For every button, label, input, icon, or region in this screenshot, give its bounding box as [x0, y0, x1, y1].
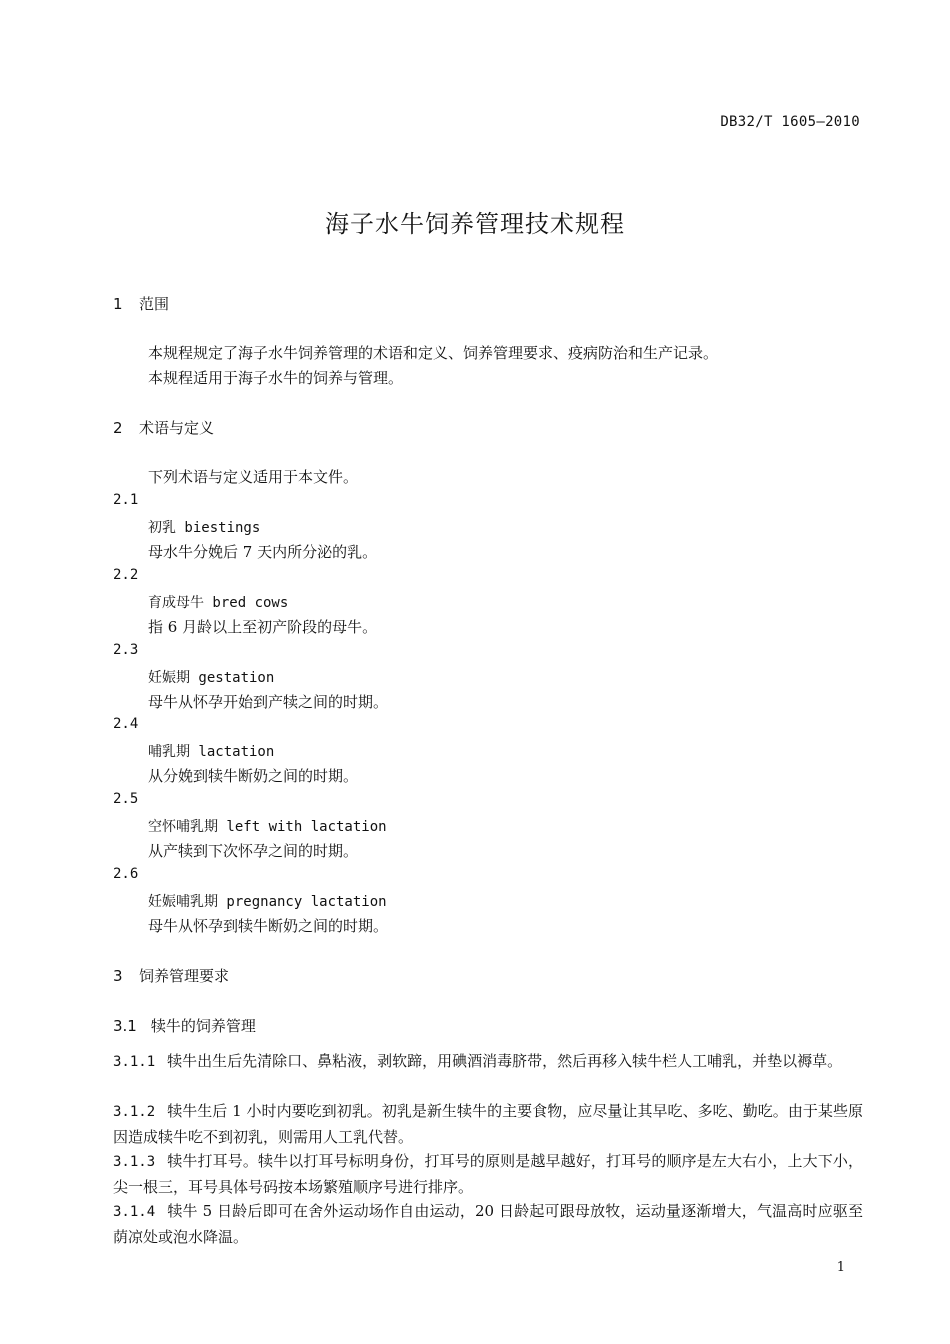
term-number: 2.3	[113, 642, 139, 658]
term-name: 妊娠期 gestation	[148, 670, 275, 686]
term-name: 育成母牛 bred cows	[148, 595, 289, 611]
subsection-title: 犊牛的饲养管理	[150, 1017, 256, 1035]
term-definition: 母牛从怀孕到犊牛断奶之间的时期。	[148, 917, 389, 935]
term-definition: 母水牛分娩后 7 天内所分泌的乳。	[148, 543, 378, 561]
section-number: 2	[113, 419, 123, 437]
terms-intro: 下列术语与定义适用于本文件。	[148, 468, 359, 486]
clause-text: 犊牛打耳号。犊牛以打耳号标明身份，打耳号的原则是越早越好，打耳号的顺序是左大右小，上大下小，尖一根三，耳号具体号码按本场繁殖顺序号进行排序。	[113, 1152, 863, 1196]
section-2-heading	[113, 417, 214, 438]
standard-number: DB32/T 1605—2010	[720, 114, 860, 130]
term-name: 初乳 biestings	[148, 520, 261, 536]
scope-paragraph-1: 本规程规定了海子水牛饲养管理的术语和定义、饲养管理要求、疫病防治和生产记录。	[148, 344, 719, 362]
page-number: 1	[836, 1260, 845, 1275]
term-definition: 母牛从怀孕开始到产犊之间的时期。	[148, 693, 389, 711]
subsection-number: 3.1	[113, 1017, 137, 1035]
section-title: 范围	[139, 295, 170, 313]
clause-text: 犊牛出生后先清除口、鼻粘液，剥软蹄，用碘酒消毒脐带，然后再移入犊牛栏人工哺乳，并垫以褥草。	[167, 1052, 843, 1070]
term-definition: 从产犊到下次怀孕之间的时期。	[148, 842, 359, 860]
section-title: 饲养管理要求	[139, 967, 230, 985]
clause-3-1-1	[113, 1049, 863, 1075]
clause-text: 犊牛 5 日龄后即可在舍外运动场作自由运动，20 日龄起可跟母放牧，运动量逐渐增大，气温高时应驱至荫凉处或泡水降温。	[113, 1202, 863, 1246]
section-3-heading	[113, 965, 229, 986]
term-number: 2.1	[113, 492, 139, 508]
clause-3-1-3	[113, 1149, 863, 1200]
subsection-3-1-heading	[113, 1015, 256, 1036]
clause-number: 3.1.1	[113, 1054, 156, 1070]
term-number: 2.6	[113, 866, 139, 882]
term-definition: 指 6 月龄以上至初产阶段的母牛。	[148, 618, 378, 636]
scope-paragraph-2: 本规程适用于海子水牛的饲养与管理。	[148, 369, 404, 387]
term-name: 妊娠哺乳期 pregnancy lactation	[148, 894, 387, 910]
term-number: 2.4	[113, 716, 139, 732]
term-number: 2.2	[113, 567, 139, 583]
term-name: 哺乳期 lactation	[148, 744, 275, 760]
clause-number: 3.1.4	[113, 1204, 156, 1220]
clause-text: 犊牛生后 1 小时内要吃到初乳。初乳是新生犊牛的主要食物，应尽量让其早吃、多吃、勤吃。由于某些原因造成犊牛吃不到初乳，则需用人工乳代替。	[113, 1102, 863, 1146]
clause-3-1-4	[113, 1199, 863, 1250]
section-title: 术语与定义	[139, 419, 215, 437]
section-1-heading	[113, 293, 169, 314]
term-definition: 从分娩到犊牛断奶之间的时期。	[148, 767, 359, 785]
document-title: 海子水牛饲养管理技术规程	[325, 210, 625, 238]
clause-number: 3.1.2	[113, 1104, 156, 1120]
term-name: 空怀哺乳期 left with lactation	[148, 819, 387, 835]
section-number: 1	[113, 295, 123, 313]
clause-number: 3.1.3	[113, 1154, 156, 1170]
section-number: 3	[113, 967, 123, 985]
term-number: 2.5	[113, 791, 139, 807]
clause-3-1-2	[113, 1099, 863, 1150]
